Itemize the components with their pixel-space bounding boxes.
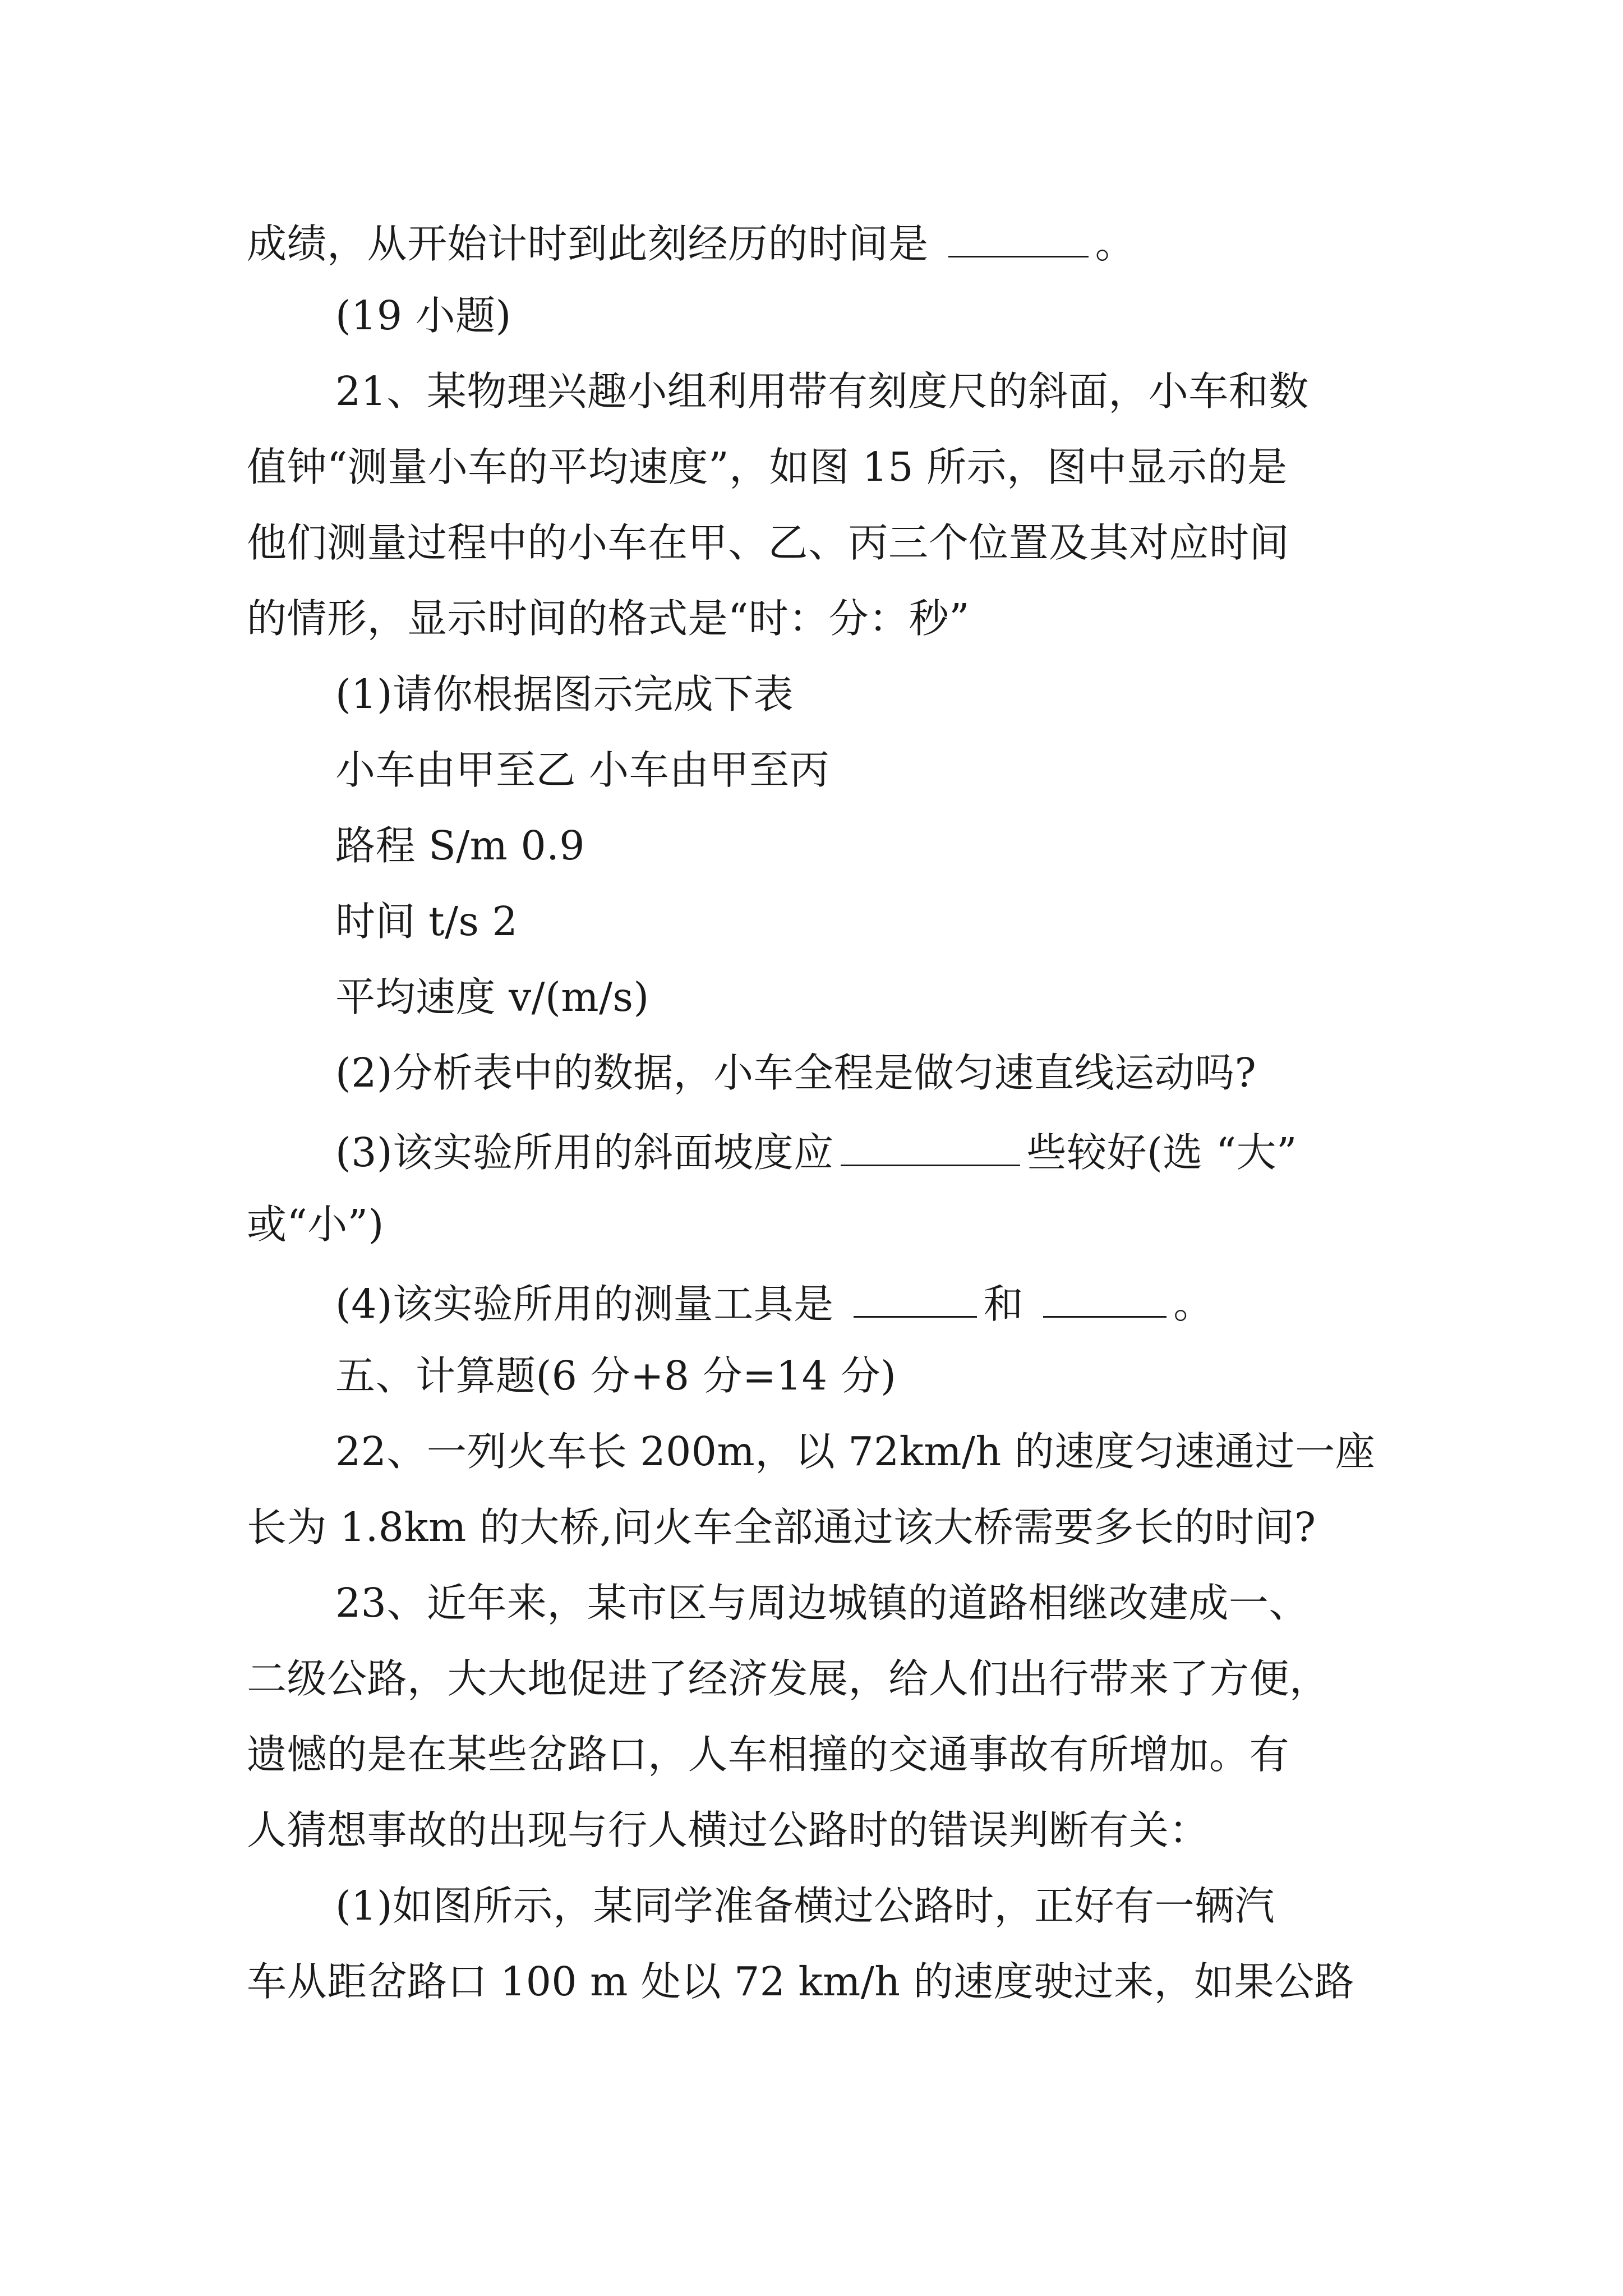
question-22-text: 22、一列火车长 200m，以 72km/h 的速度匀速通过一座 [335, 1428, 1376, 1475]
section-heading: 五、计算题(6 分+8 分=14 分) [335, 1352, 897, 1399]
table-row-distance: 路程 S/m 0.9 [335, 822, 585, 869]
question-21-text: 21、某物理兴趣小组利用带有刻度尺的斜面，小车和数 [335, 368, 1309, 415]
sub-question-4 [335, 1280, 1214, 1327]
text-line: 车从距岔路口 100 m 处以 72 km/h 的速度驶过来，如果公路 [247, 1958, 1355, 2005]
table-header-row: 小车由甲至乙 小车由甲至丙 [335, 747, 830, 793]
text-line: 遗憾的是在某些岔路口，人车相撞的交通事故有所增加。有 [247, 1731, 1290, 1778]
text-fragment: 。 [1095, 220, 1136, 267]
text-line: 人猜想事故的出现与行人横过公路时的错误判断有关： [247, 1807, 1210, 1853]
text-fragment: 和 [983, 1281, 1037, 1327]
question-23-text: 23、近年来，某市区与周边城镇的道路相继改建成一、 [335, 1580, 1309, 1626]
text-fragment: (4)该实验所用的测量工具是 [335, 1281, 847, 1327]
text-fragment: 。 [1173, 1281, 1214, 1327]
answer-blank [841, 1129, 1020, 1166]
text-fragment: (3)该实验所用的斜面坡度应 [335, 1129, 834, 1176]
answer-blank [948, 220, 1089, 257]
sub-question-2: (2)分析表中的数据，小车全程是做匀速直线运动吗? [335, 1050, 1257, 1096]
answer-blank [854, 1280, 977, 1318]
text-fragment: 些较好(选 “大” [1026, 1129, 1297, 1176]
sub-question-1: (1)请你根据图示完成下表 [335, 671, 794, 717]
answer-blank [1043, 1280, 1166, 1318]
sub-question-1: (1)如图所示，某同学准备横过公路时，正好有一辆汽 [335, 1883, 1275, 1929]
text-fragment: 成绩，从开始计时到此刻经历的时间是 [247, 220, 942, 267]
text-line: 二级公路，大大地促进了经济发展，给人们出行带来了方便， [247, 1655, 1330, 1702]
text-line: (19 小题) [335, 292, 511, 339]
table-row-speed: 平均速度 v/(m/s) [335, 974, 649, 1020]
text-line: 长为 1.8km 的大桥,问火车全部通过该大桥需要多长的时间? [247, 1504, 1316, 1550]
sub-question-3 [335, 1129, 1297, 1176]
table-row-time: 时间 t/s 2 [335, 898, 518, 945]
text-line: 的情形，显示时间的格式是“时：分：秒” [247, 595, 970, 642]
text-line: 或“小”) [247, 1201, 384, 1248]
text-line: 他们测量过程中的小车在甲、乙、丙三个位置及其对应时间 [247, 519, 1290, 566]
text-line-time-blank [247, 220, 1136, 267]
text-line: 值钟“测量小车的平均速度”，如图 15 所示，图中显示的是 [247, 444, 1288, 490]
